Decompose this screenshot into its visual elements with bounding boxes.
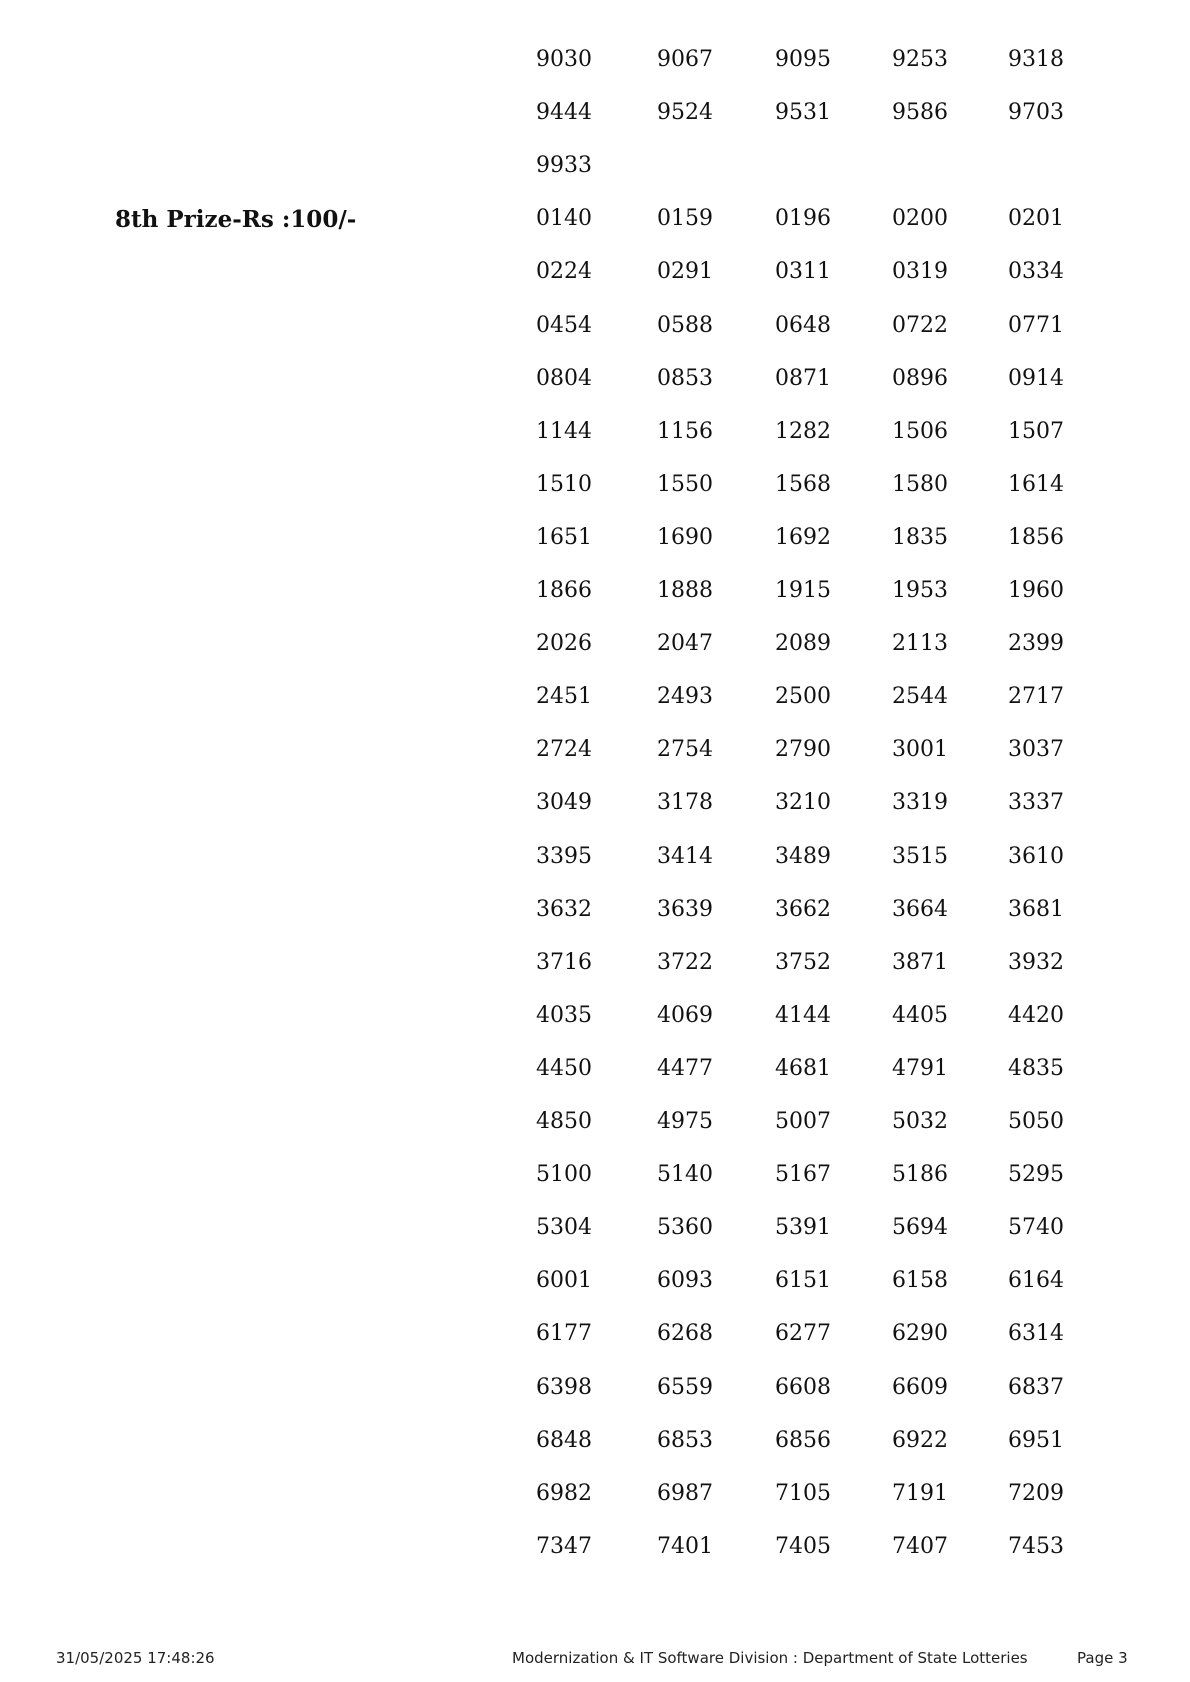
prize-label-8th: 8th Prize-Rs :100/-: [115, 206, 357, 233]
winning-number: 2790: [775, 737, 831, 762]
winning-number: 6559: [657, 1375, 713, 1400]
winning-number: 1506: [892, 419, 948, 444]
winning-number: 5740: [1008, 1215, 1064, 1240]
number-row: [0, 364, 1190, 394]
winning-number: 3632: [536, 897, 592, 922]
winning-number: 6398: [536, 1375, 592, 1400]
winning-number: 6277: [775, 1321, 831, 1346]
winning-number: 3722: [657, 950, 713, 975]
number-row: [0, 470, 1190, 500]
winning-number: 5295: [1008, 1162, 1064, 1187]
winning-number: 0722: [892, 313, 948, 338]
number-row: [0, 1001, 1190, 1031]
winning-number: 7191: [892, 1481, 948, 1506]
footer-division: Modernization & IT Software Division : Department of State Lotteries: [512, 1649, 1028, 1667]
winning-number: 5167: [775, 1162, 831, 1187]
winning-number: 3871: [892, 950, 948, 975]
number-row: [0, 257, 1190, 287]
winning-number: 1510: [536, 472, 592, 497]
number-row: [0, 1532, 1190, 1562]
winning-number: 3178: [657, 790, 713, 815]
winning-number: 6856: [775, 1428, 831, 1453]
winning-number: 3662: [775, 897, 831, 922]
winning-number: 1282: [775, 419, 831, 444]
number-row: [0, 1213, 1190, 1243]
number-row: [0, 1319, 1190, 1349]
winning-number: 0319: [892, 259, 948, 284]
winning-number: 9531: [775, 100, 831, 125]
winning-number: 0196: [775, 206, 831, 231]
winning-number: 5186: [892, 1162, 948, 1187]
winning-number: 4450: [536, 1056, 592, 1081]
winning-number: 7105: [775, 1481, 831, 1506]
number-row: [0, 417, 1190, 447]
winning-number: 6093: [657, 1268, 713, 1293]
winning-number: 2500: [775, 684, 831, 709]
winning-number: 9030: [536, 47, 592, 72]
winning-number: 0648: [775, 313, 831, 338]
winning-number: 3610: [1008, 844, 1064, 869]
winning-number: 6922: [892, 1428, 948, 1453]
winning-number: 2717: [1008, 684, 1064, 709]
winning-number: 0201: [1008, 206, 1064, 231]
winning-number: 6158: [892, 1268, 948, 1293]
winning-number: 3414: [657, 844, 713, 869]
winning-number: 5140: [657, 1162, 713, 1187]
winning-number: 1651: [536, 525, 592, 550]
number-row: [0, 1373, 1190, 1403]
footer-timestamp: 31/05/2025 17:48:26: [56, 1649, 215, 1667]
winning-number: 1614: [1008, 472, 1064, 497]
winning-number: 3319: [892, 790, 948, 815]
winning-number: 9444: [536, 100, 592, 125]
number-row: [0, 842, 1190, 872]
winning-number: 0334: [1008, 259, 1064, 284]
winning-number: 6982: [536, 1481, 592, 1506]
winning-number: 6164: [1008, 1268, 1064, 1293]
number-row: [0, 204, 1190, 234]
number-row: [0, 895, 1190, 925]
winning-number: 3337: [1008, 790, 1064, 815]
winning-number: 1156: [657, 419, 713, 444]
winning-number: 6848: [536, 1428, 592, 1453]
number-row: [0, 311, 1190, 341]
winning-number: 5360: [657, 1215, 713, 1240]
number-row: [0, 629, 1190, 659]
winning-number: 5694: [892, 1215, 948, 1240]
winning-number: 5304: [536, 1215, 592, 1240]
winning-number: 3752: [775, 950, 831, 975]
winning-number: 4975: [657, 1109, 713, 1134]
winning-number: 6987: [657, 1481, 713, 1506]
winning-number: 3489: [775, 844, 831, 869]
number-row: [0, 1107, 1190, 1137]
winning-number: 6951: [1008, 1428, 1064, 1453]
number-row: [0, 1479, 1190, 1509]
winning-number: 5391: [775, 1215, 831, 1240]
winning-number: 9095: [775, 47, 831, 72]
winning-number: 9253: [892, 47, 948, 72]
winning-number: 1888: [657, 578, 713, 603]
winning-number: 1690: [657, 525, 713, 550]
winning-number: 3210: [775, 790, 831, 815]
winning-number: 4420: [1008, 1003, 1064, 1028]
winning-number: 6608: [775, 1375, 831, 1400]
number-row: [0, 948, 1190, 978]
winning-number: 7401: [657, 1534, 713, 1559]
winning-number: 4835: [1008, 1056, 1064, 1081]
winning-number: 9067: [657, 47, 713, 72]
winning-number: 1568: [775, 472, 831, 497]
winning-number: 1856: [1008, 525, 1064, 550]
number-row: [0, 523, 1190, 553]
winning-number: 9318: [1008, 47, 1064, 72]
winning-number: 3037: [1008, 737, 1064, 762]
number-row: [0, 1160, 1190, 1190]
winning-number: 2047: [657, 631, 713, 656]
winning-number: 5050: [1008, 1109, 1064, 1134]
winning-number: 1507: [1008, 419, 1064, 444]
winning-number: 0871: [775, 366, 831, 391]
winning-number: 1580: [892, 472, 948, 497]
winning-number: 2451: [536, 684, 592, 709]
winning-number: 5100: [536, 1162, 592, 1187]
footer-page-number: Page 3: [1077, 1649, 1128, 1667]
winning-number: 6837: [1008, 1375, 1064, 1400]
winning-number: 3932: [1008, 950, 1064, 975]
winning-number: 6314: [1008, 1321, 1064, 1346]
number-row: [0, 682, 1190, 712]
winning-number: 4035: [536, 1003, 592, 1028]
winning-number: 4477: [657, 1056, 713, 1081]
winning-number: 0311: [775, 259, 831, 284]
winning-number: 1866: [536, 578, 592, 603]
winning-number: 0853: [657, 366, 713, 391]
winning-number: 0159: [657, 206, 713, 231]
winning-number: 2754: [657, 737, 713, 762]
winning-number: 1953: [892, 578, 948, 603]
winning-number: 0140: [536, 206, 592, 231]
winning-number: 1915: [775, 578, 831, 603]
winning-number: 5032: [892, 1109, 948, 1134]
winning-number: 4144: [775, 1003, 831, 1028]
winning-number: 4681: [775, 1056, 831, 1081]
winning-number: 0804: [536, 366, 592, 391]
number-row: [0, 98, 1190, 128]
winning-number: 5007: [775, 1109, 831, 1134]
winning-number: 2026: [536, 631, 592, 656]
winning-number: 1692: [775, 525, 831, 550]
winning-number: 9524: [657, 100, 713, 125]
winning-number: 6001: [536, 1268, 592, 1293]
number-row: [0, 151, 1190, 181]
winning-number: 2089: [775, 631, 831, 656]
winning-number: 0454: [536, 313, 592, 338]
winning-number: 6609: [892, 1375, 948, 1400]
winning-number: 2724: [536, 737, 592, 762]
winning-number: 9586: [892, 100, 948, 125]
winning-number: 0291: [657, 259, 713, 284]
winning-number: 9703: [1008, 100, 1064, 125]
winning-number: 0896: [892, 366, 948, 391]
number-row: [0, 1054, 1190, 1084]
number-row: [0, 576, 1190, 606]
winning-number: 3681: [1008, 897, 1064, 922]
winning-number: 7453: [1008, 1534, 1064, 1559]
winning-number: 0914: [1008, 366, 1064, 391]
winning-number: 2113: [892, 631, 948, 656]
winning-number: 7347: [536, 1534, 592, 1559]
winning-number: 3716: [536, 950, 592, 975]
winning-number: 1835: [892, 525, 948, 550]
winning-number: 2399: [1008, 631, 1064, 656]
number-row: [0, 1426, 1190, 1456]
winning-number: 6177: [536, 1321, 592, 1346]
winning-number: 2493: [657, 684, 713, 709]
winning-number: 0200: [892, 206, 948, 231]
winning-number: 3639: [657, 897, 713, 922]
winning-number: 3515: [892, 844, 948, 869]
winning-number: 6151: [775, 1268, 831, 1293]
number-row: [0, 1266, 1190, 1296]
winning-number: 2544: [892, 684, 948, 709]
winning-number: 7209: [1008, 1481, 1064, 1506]
winning-number: 6268: [657, 1321, 713, 1346]
winning-number: 6290: [892, 1321, 948, 1346]
number-row: [0, 45, 1190, 75]
winning-number: 6853: [657, 1428, 713, 1453]
winning-number: 1960: [1008, 578, 1064, 603]
winning-number: 3395: [536, 844, 592, 869]
number-row: [0, 788, 1190, 818]
winning-number: 7405: [775, 1534, 831, 1559]
winning-number: 0588: [657, 313, 713, 338]
winning-number: 0224: [536, 259, 592, 284]
winning-number: 3664: [892, 897, 948, 922]
winning-number: 1144: [536, 419, 592, 444]
winning-number: 9933: [536, 153, 592, 178]
winning-number: 7407: [892, 1534, 948, 1559]
winning-number: 4850: [536, 1109, 592, 1134]
winning-number: 4069: [657, 1003, 713, 1028]
winning-number: 0771: [1008, 313, 1064, 338]
winning-number: 1550: [657, 472, 713, 497]
winning-number: 3001: [892, 737, 948, 762]
winning-number: 3049: [536, 790, 592, 815]
winning-number: 4405: [892, 1003, 948, 1028]
number-row: [0, 735, 1190, 765]
winning-number: 4791: [892, 1056, 948, 1081]
